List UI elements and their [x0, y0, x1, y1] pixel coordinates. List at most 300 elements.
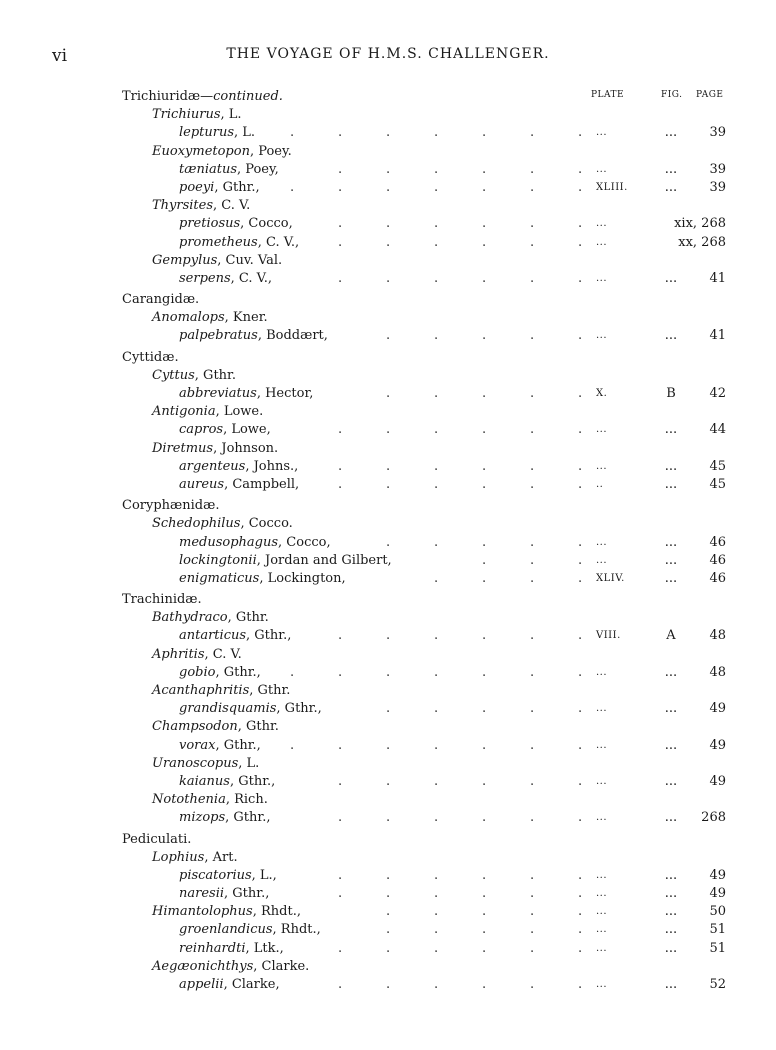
fig-ref: ... [664, 458, 678, 474]
leader-dot: . [530, 737, 535, 753]
page-ref: 49 [709, 886, 726, 902]
taxon-authority: , Gthr., [246, 628, 292, 644]
taxon-name: aureus [179, 476, 225, 492]
entry-label [179, 700, 322, 718]
leader-dot: . [578, 458, 583, 474]
entry-label [179, 327, 328, 345]
species-entry [0, 458, 776, 476]
entry-label [152, 849, 238, 867]
leader-dot: . [386, 737, 391, 753]
taxon-name: Lophius [152, 849, 205, 865]
leader-dot: . [338, 628, 343, 644]
taxon-name: palpebratus [179, 328, 258, 344]
entry-label [179, 124, 255, 142]
leader-dot: . [578, 664, 583, 680]
leader-dot: . [434, 179, 439, 195]
entry-label [152, 903, 301, 921]
plate-ref: X. [596, 388, 608, 399]
entry-label [152, 252, 282, 270]
leader-dot: . [482, 234, 487, 250]
leader-dot: . [338, 422, 343, 438]
leader-dot: . [386, 534, 391, 550]
plate-ref: ... [596, 272, 608, 284]
leader-dot: . [434, 458, 439, 474]
taxon-name: serpens [179, 270, 231, 286]
genus-entry [0, 403, 776, 421]
family-heading [0, 831, 776, 849]
taxon-authority: , Hector, [256, 386, 314, 401]
genus-entry [0, 609, 776, 627]
leader-dot: . [578, 179, 583, 195]
fig-ref: ... [664, 328, 678, 344]
entry-label [179, 737, 261, 755]
entry-label [179, 627, 291, 645]
page-ref: 46 [709, 570, 726, 586]
entry-label [152, 755, 259, 773]
page-ref: 41 [709, 328, 726, 344]
plate-ref: ... [596, 163, 608, 175]
fig-ref: ... [664, 737, 678, 753]
leader-dot: . [530, 161, 535, 177]
taxon-authority: , L. [238, 755, 260, 771]
entry-label [152, 403, 263, 421]
leader-dot: . [434, 125, 439, 141]
plate-ref: VIII. [596, 630, 621, 642]
leader-dot: . [434, 701, 439, 717]
species-entry [0, 552, 776, 570]
genus-entry [0, 791, 776, 809]
leader-dot: . [578, 904, 583, 920]
taxon-authority: , C. V. [213, 198, 251, 214]
page-number: vi [52, 46, 68, 66]
page-ref: 46 [709, 552, 726, 568]
leader-dot: . [338, 940, 343, 956]
column-header-fig: FIG. [661, 90, 683, 100]
page-ref: 268 [701, 810, 726, 826]
leader-dot: . [578, 867, 583, 883]
leader-dot: . [482, 125, 487, 141]
species-entry [0, 570, 776, 588]
leader-dot: . [434, 386, 439, 401]
leader-dot: . [578, 270, 583, 286]
taxon-authority: , Jordan and Gilbert, [256, 552, 392, 568]
entry-label [179, 270, 272, 288]
taxon-authority: , Gthr., [229, 773, 276, 789]
leader-dot: . [530, 386, 535, 401]
leader-dot: . [386, 458, 391, 474]
page-ref: 45 [709, 476, 726, 492]
entry-label [152, 958, 309, 976]
entry-label [152, 197, 250, 215]
entry-label [122, 497, 219, 515]
leader-dot: . [386, 664, 391, 680]
plate-ref: ... [596, 330, 608, 342]
leader-dot: . [482, 867, 487, 883]
leader-dot: . [338, 867, 343, 883]
taxon-authority: Cyttidæ. [122, 349, 179, 365]
genus-entry [0, 106, 776, 124]
taxon-authority: , C. V. [204, 646, 242, 662]
species-entry [0, 940, 776, 958]
fig-ref: ... [664, 904, 678, 920]
genus-entry [0, 682, 776, 700]
leader-dot: . [530, 552, 535, 568]
leader-dot: . [530, 476, 535, 492]
leader-dot: . [290, 125, 295, 141]
taxon-authority: , Cocco, [240, 216, 293, 232]
continued-note: continued. [213, 89, 283, 104]
leader-dot: . [386, 810, 391, 826]
fig-ref: ... [664, 701, 678, 717]
leader-dot: . [578, 328, 583, 344]
leader-dot: . [386, 422, 391, 438]
entry-label [152, 646, 242, 664]
leader-dot: . [434, 773, 439, 789]
species-entry [0, 124, 776, 142]
taxon-name: appelii [179, 977, 224, 992]
taxon-authority: , Cuv. Val. [217, 252, 283, 268]
taxon-name: capros [179, 422, 224, 438]
leader-dot: . [434, 867, 439, 883]
taxon-authority: , Lowe, [223, 422, 271, 438]
leader-dot: . [338, 179, 343, 195]
taxon-name: reinhardti [179, 940, 246, 956]
fig-ref: ... [664, 810, 678, 826]
taxon-name: Antigonia [152, 404, 216, 420]
leader-dot: . [482, 628, 487, 644]
leader-dot: . [530, 922, 535, 938]
entry-label [179, 458, 298, 476]
plate-ref: ... [596, 812, 608, 824]
leader-dot: . [434, 977, 439, 992]
page-ref: 39 [709, 179, 726, 195]
taxon-authority: , Campbell, [224, 476, 300, 492]
genus-entry [0, 849, 776, 867]
leader-dot: . [434, 886, 439, 902]
entry-label [152, 718, 279, 736]
taxon-authority: , Gthr. [237, 719, 279, 735]
taxon-authority: , Gthr., [214, 179, 260, 195]
leader-dot: . [434, 628, 439, 644]
entry-label [179, 570, 346, 588]
taxon-authority: , L. [220, 107, 242, 123]
taxon-authority: , Gthr., [224, 886, 270, 902]
entry-label [152, 515, 293, 533]
taxon-name: Acanthaphritis [152, 683, 250, 698]
leader-dot: . [578, 234, 583, 250]
leader-dot: . [290, 179, 295, 195]
species-entry [0, 664, 776, 682]
species-entry [0, 421, 776, 439]
leader-dot: . [482, 552, 487, 568]
fig-ref: ... [664, 270, 678, 286]
plate-ref: ... [596, 775, 608, 787]
taxon-authority: , Art. [204, 849, 238, 865]
leader-dot: . [530, 867, 535, 883]
entry-label [152, 609, 269, 627]
taxon-name: pretiosus [179, 216, 241, 232]
fig-ref: ... [664, 179, 678, 195]
leader-dot: . [434, 570, 439, 586]
leader-dot: . [434, 161, 439, 177]
genus-entry [0, 903, 776, 921]
family-heading [0, 349, 776, 367]
leader-dot: . [530, 628, 535, 644]
leader-dot: . [386, 270, 391, 286]
leader-dot: . [434, 737, 439, 753]
taxon-authority: , Gthr. [227, 610, 269, 626]
taxon-name: Himantolophus [152, 904, 253, 920]
page-ref: 39 [709, 161, 726, 177]
running-title: THE VOYAGE OF H.M.S. CHALLENGER. [226, 46, 550, 62]
leader-dot: . [578, 570, 583, 586]
genus-entry [0, 718, 776, 736]
taxon-name: Diretmus [152, 440, 214, 456]
leader-dot: . [386, 234, 391, 250]
genus-entry [0, 197, 776, 215]
leader-dot: . [578, 701, 583, 717]
leader-dot: . [434, 476, 439, 492]
plate-ref: ... [596, 979, 608, 990]
leader-dot: . [578, 810, 583, 826]
leader-dot: . [386, 386, 391, 401]
page-ref: 49 [709, 773, 726, 789]
page-ref: 44 [709, 422, 726, 438]
leader-dot: . [434, 922, 439, 938]
leader-dot: . [482, 570, 487, 586]
leader-dot: . [578, 977, 583, 992]
taxon-authority: , Gthr. [249, 683, 291, 698]
species-entry [0, 270, 776, 288]
taxon-name: Schedophilus [152, 516, 241, 532]
fig-ref: B [666, 386, 676, 401]
plate-ref: ... [596, 924, 608, 936]
leader-dot: . [578, 125, 583, 141]
leader-dot: . [386, 773, 391, 789]
genus-entry [0, 143, 776, 161]
page-ref: 50 [709, 904, 726, 920]
species-entry [0, 921, 776, 939]
species-entry [0, 700, 776, 718]
fig-ref: ... [664, 552, 678, 568]
taxon-authority: , Gthr., [276, 701, 322, 717]
leader-dot: . [578, 628, 583, 644]
taxon-name: vorax [179, 737, 216, 753]
leader-dot: . [578, 737, 583, 753]
leader-dot: . [482, 922, 487, 938]
species-entry [0, 234, 776, 252]
leader-dot: . [530, 534, 535, 550]
taxon-authority: , Lowe. [215, 404, 264, 420]
fig-ref: ... [664, 570, 678, 586]
plate-ref: ... [596, 424, 608, 436]
species-entry [0, 809, 776, 827]
fig-ref: ... [664, 922, 678, 938]
leader-dot: . [530, 422, 535, 438]
taxon-authority: , Rhdt., [252, 904, 301, 920]
leader-dot: . [338, 737, 343, 753]
leader-dot: . [338, 664, 343, 680]
taxon-name: groenlandicus [179, 922, 273, 938]
leader-dot: . [482, 886, 487, 902]
species-entry [0, 161, 776, 179]
taxon-name: Gempylus [152, 252, 218, 268]
plate-ref: ... [596, 869, 608, 881]
species-entry [0, 534, 776, 552]
plate-ref: ... [596, 906, 608, 918]
taxon-authority: , Cocco. [240, 516, 293, 532]
entry-label [152, 682, 290, 700]
taxon-authority: , Gthr. [194, 367, 236, 383]
taxon-name: gobio [179, 664, 216, 680]
species-entry [0, 773, 776, 791]
family-heading [0, 88, 776, 106]
taxon-name: poeyi [179, 179, 215, 195]
taxon-name: Cyttus [152, 367, 195, 383]
taxon-authority: , Johnson. [213, 440, 279, 456]
leader-dot: . [338, 773, 343, 789]
leader-dot: . [530, 904, 535, 920]
leader-dot: . [482, 161, 487, 177]
entry-label [179, 385, 313, 403]
leader-dot: . [530, 886, 535, 902]
leader-dot: . [290, 737, 295, 753]
taxon-authority: Carangidæ. [122, 292, 200, 308]
entry-label [179, 552, 392, 570]
leader-dot: . [482, 737, 487, 753]
leader-dot: . [338, 977, 343, 992]
entry-label [122, 831, 191, 849]
leader-dot: . [530, 977, 535, 992]
leader-dot: . [386, 476, 391, 492]
leader-dot: . [530, 179, 535, 195]
page-ref: 49 [709, 867, 726, 883]
entry-label [179, 664, 261, 682]
fig-ref: ... [664, 977, 678, 992]
leader-dot: . [386, 328, 391, 344]
entry-label [152, 440, 278, 458]
entry-label [122, 291, 199, 309]
taxon-name: lockingtonii [179, 552, 257, 568]
page-ref: 41 [709, 270, 726, 286]
taxon-authority: , Poey. [249, 143, 292, 159]
leader-dot: . [530, 701, 535, 717]
taxon-authority: , Clarke, [223, 977, 280, 992]
leader-dot: . [386, 977, 391, 992]
leader-dot: . [434, 664, 439, 680]
page-ref: 52 [709, 977, 726, 992]
taxon-authority: , C. V., [230, 270, 273, 286]
page-ref: 45 [709, 458, 726, 474]
leader-dot: . [338, 161, 343, 177]
index-entries [0, 88, 776, 994]
leader-dot: . [338, 125, 343, 141]
species-entry [0, 385, 776, 403]
leader-dot: . [482, 476, 487, 492]
entry-label [179, 215, 293, 233]
fig-ref: ... [664, 886, 678, 902]
page-ref: 48 [709, 664, 726, 680]
page-ref: xix, 268 [674, 216, 726, 232]
leader-dot: . [578, 476, 583, 492]
leader-dot: . [482, 458, 487, 474]
leader-dot: . [482, 977, 487, 992]
entry-label [179, 421, 271, 439]
taxon-authority: , Poey, [237, 161, 279, 177]
plate-ref: ... [596, 554, 608, 566]
genus-entry [0, 367, 776, 385]
taxon-name: abbreviatus [179, 386, 257, 401]
entry-label [152, 791, 268, 809]
leader-dot: . [434, 422, 439, 438]
taxon-authority: , Gthr., [215, 737, 261, 753]
leader-dot: . [530, 773, 535, 789]
leader-dot: . [290, 664, 295, 680]
leader-dot: . [386, 940, 391, 956]
leader-dot: . [530, 664, 535, 680]
taxon-name: argenteus [179, 458, 246, 474]
taxon-name: kaianus [179, 773, 230, 789]
plate-ref: ... [596, 703, 608, 715]
leader-dot: . [434, 904, 439, 920]
taxon-name: Notothenia [152, 792, 226, 808]
fig-ref: ... [664, 867, 678, 883]
leader-dot: . [530, 570, 535, 586]
taxon-authority: Coryphænidæ. [122, 498, 220, 514]
leader-dot: . [578, 216, 583, 232]
family-heading [0, 291, 776, 309]
plate-ref: ... [596, 666, 608, 678]
page-ref: xx, 268 [678, 234, 726, 250]
leader-dot: . [530, 234, 535, 250]
taxon-authority: , Clarke. [253, 958, 310, 974]
taxon-name: enigmaticus [179, 570, 260, 586]
fig-ref: ... [664, 476, 678, 492]
entry-label [179, 809, 270, 827]
column-header-plate: PLATE [591, 90, 625, 100]
genus-entry [0, 515, 776, 533]
fig-ref: ... [664, 125, 678, 141]
fig-ref: ... [664, 664, 678, 680]
leader-dot: . [434, 328, 439, 344]
leader-dot: . [482, 810, 487, 826]
taxon-authority: , Cocco, [278, 534, 331, 550]
plate-ref: ... [596, 236, 608, 248]
leader-dot: . [578, 922, 583, 938]
leader-dot: . [386, 161, 391, 177]
leader-dot: . [434, 216, 439, 232]
leader-dot: . [530, 270, 535, 286]
leader-dot: . [386, 125, 391, 141]
leader-dot: . [578, 940, 583, 956]
leader-dot: . [338, 216, 343, 232]
fig-ref: ... [664, 534, 678, 550]
fig-ref: ... [664, 940, 678, 956]
family-heading [0, 497, 776, 515]
leader-dot: . [434, 234, 439, 250]
leader-dot: . [578, 534, 583, 550]
fig-ref: A [666, 628, 676, 644]
plate-ref: ... [596, 460, 608, 472]
taxon-name: antarticus [179, 628, 247, 644]
taxon-name: Trichiurus [152, 107, 221, 123]
leader-dot: . [530, 940, 535, 956]
leader-dot: . [338, 234, 343, 250]
taxon-authority: , Gthr., [225, 810, 271, 826]
entry-label [152, 143, 292, 161]
leader-dot: . [578, 386, 583, 401]
taxon-authority: , Rhdt., [272, 922, 321, 938]
